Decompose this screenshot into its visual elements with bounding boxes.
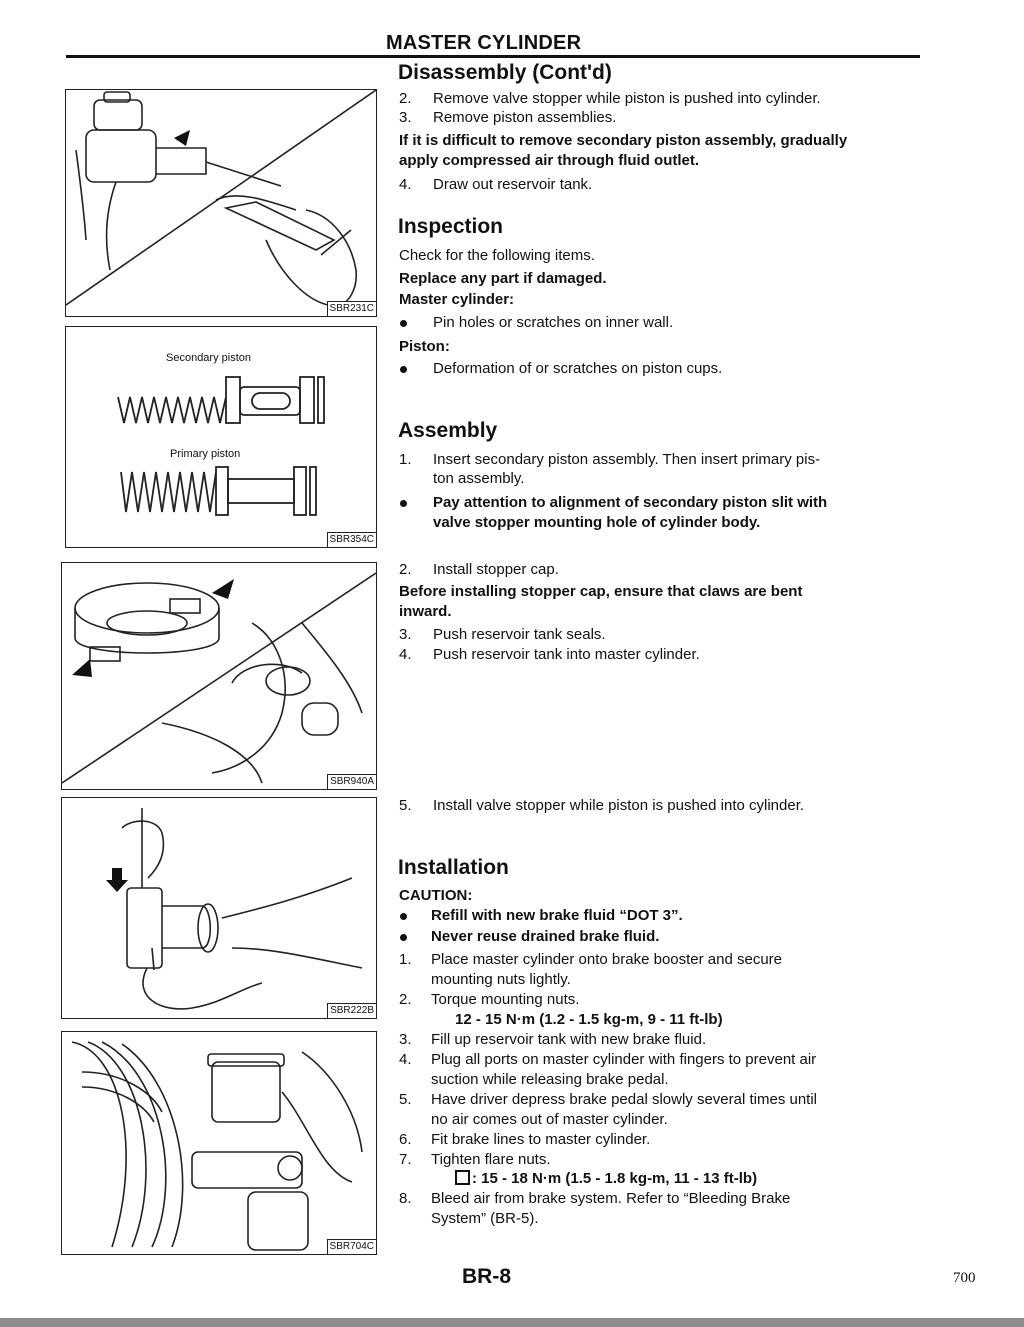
torque-wrench-icon [455,1170,470,1185]
illustration-stopper-cap [62,563,376,789]
caution-item: Never reuse drained brake fluid. [431,928,660,945]
step-text: Fill up reservoir tank with new brake fluid. [431,1031,707,1048]
page-code: BR-8 [462,1265,512,1288]
figure-code: SBR704C [327,1239,377,1255]
torque-spec: 12 - 15 N·m (1.2 - 1.5 kg-m, 9 - 11 ft-lb) [455,1011,723,1028]
step-text: System” (BR-5). [431,1210,539,1227]
step-number: 7. [399,1151,412,1168]
step-text: Have driver depress brake pedal slowly several times until [431,1091,818,1108]
label-primary-piston: Primary piston [170,448,241,460]
section-title-assembly: Assembly [398,419,498,442]
torque-spec-text: : 15 - 18 N·m (1.5 - 1.8 kg-m, 11 - 13 ft-lb) [472,1170,758,1187]
inspection-master-item: Pin holes or scratches on inner wall. [433,314,674,331]
bullet [400,913,407,920]
step-number: 1. [399,451,412,468]
arrow-icon [174,130,190,146]
page-number: 700 [953,1270,976,1286]
bullet [400,500,407,507]
step-text: suction while releasing brake pedal. [431,1071,669,1088]
assembly-bullet-text: valve stopper mounting hole of cylinder body. [433,514,761,531]
step-number: 4. [399,176,412,193]
assembly-bullet-text: Pay attention to alignment of secondary piston slit with [433,494,828,511]
page-bottom-band [0,1318,1024,1327]
illustration-install-valve-stopper [62,798,376,1018]
inspection-replace-note: Replace any part if damaged. [399,270,607,287]
step-text: mounting nuts lightly. [431,971,571,988]
step-number: 2. [399,991,412,1008]
step-text: Draw out reservoir tank. [433,176,593,193]
note-text: If it is difficult to remove secondary piston assembly, gradually [399,132,848,149]
step-number: 8. [399,1190,412,1207]
step-text: Push reservoir tank seals. [433,626,606,643]
figure-pistons [65,326,377,548]
bullet [400,320,407,327]
inspection-piston-label: Piston: [399,338,450,355]
step-text: Insert secondary piston assembly. Then insert primary pis- [433,451,821,468]
step-number: 5. [399,1091,412,1108]
step-text: Bleed air from brake system. Refer to “Bleeding Brake [431,1190,791,1207]
figure-stopper-cap [61,562,377,790]
step-text: Place master cylinder onto brake booster and secure [431,951,783,968]
caution-item: Refill with new brake fluid “DOT 3”. [431,907,683,924]
step-text: Torque mounting nuts. [431,991,580,1008]
illustration-pistons [66,327,376,547]
arrow-icon [212,579,234,599]
figure-remove-valve-stopper [65,89,377,317]
step-text: Fit brake lines to master cylinder. [431,1131,651,1148]
inspection-intro: Check for the following items. [399,247,595,264]
note-text: inward. [399,603,452,620]
illustration-master-cylinder-installed [62,1032,376,1254]
step-text: Remove valve stopper while piston is pushed into cylinder. [433,90,821,107]
step-text: Install stopper cap. [433,561,559,578]
step-text: Push reservoir tank into master cylinder. [433,646,700,663]
step-number: 2. [399,90,412,107]
figure-code: SBR354C [327,532,377,548]
section-title-installation: Installation [398,856,509,879]
note-text: Before installing stopper cap, ensure that claws are bent [399,583,803,600]
bullet [400,934,407,941]
step-text: ton assembly. [433,470,525,487]
section-title-disassembly: Disassembly (Cont'd) [398,61,612,84]
label-secondary-piston: Secondary piston [166,352,251,364]
caution-label: CAUTION: [399,887,473,904]
step-text: no air comes out of master cylinder. [431,1111,668,1128]
page-header-title: MASTER CYLINDER [386,32,582,54]
figure-code: SBR222B [327,1003,377,1019]
step-text: Plug all ports on master cylinder with fingers to prevent air [431,1051,817,1068]
figure-master-cylinder-installed [61,1031,377,1255]
figure-install-valve-stopper [61,797,377,1019]
step-number: 3. [399,1031,412,1048]
step-number: 4. [399,646,412,663]
step-text: Remove piston assemblies. [433,109,617,126]
figure-code: SBR231C [327,301,377,317]
step-number: 2. [399,561,412,578]
figure-code: SBR940A [327,774,377,790]
step-text: Install valve stopper while piston is pushed into cylinder. [433,797,805,814]
step-number: 3. [399,626,412,643]
arrow-icon [72,659,92,677]
step-text: Tighten flare nuts. [431,1151,551,1168]
header-rule [66,55,920,58]
inspection-piston-item: Deformation of or scratches on piston cups. [433,360,723,377]
arrow-icon [106,868,128,892]
note-text: apply compressed air through fluid outlet. [399,152,700,169]
bullet [400,366,407,373]
step-number: 6. [399,1131,412,1148]
step-number: 5. [399,797,412,814]
step-number: 1. [399,951,412,968]
illustration-remove-valve-stopper [66,90,376,316]
inspection-master-label: Master cylinder: [399,291,515,308]
torque-spec [455,1169,757,1189]
step-number: 3. [399,109,412,126]
step-number: 4. [399,1051,412,1068]
section-title-inspection: Inspection [398,215,504,238]
